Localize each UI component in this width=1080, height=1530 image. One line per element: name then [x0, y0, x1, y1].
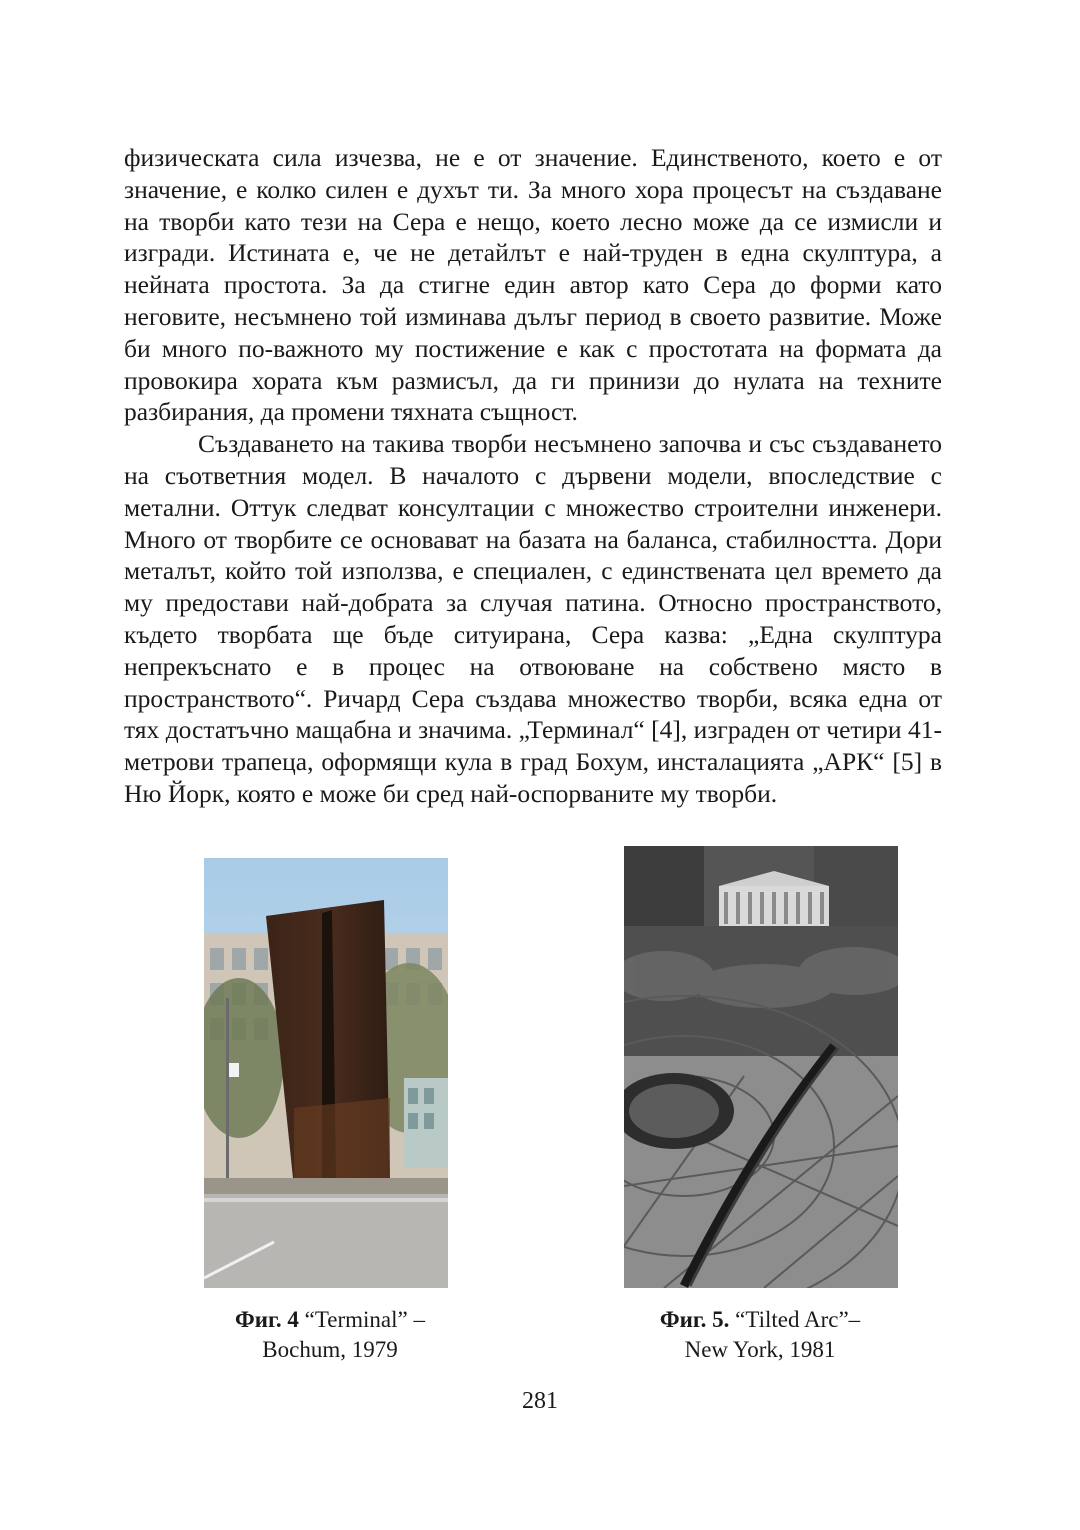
figure-label: Фиг. 4	[235, 1307, 299, 1332]
tilted-arc-photo	[624, 846, 898, 1288]
figure-title: “Tilted Arc”–	[729, 1307, 861, 1332]
figure-subtitle: Bochum, 1979	[262, 1337, 398, 1362]
figure-5-caption	[600, 1305, 920, 1365]
figure-label: Фиг. 5.	[659, 1307, 730, 1332]
paragraph: физическата сила изчезва, не е от значение. Единственото, което е от значение, е колко силен е духът ти. За много хора процесът на създаване на творби като тези на Сера е нещо, което лесно може да се измисли и изгради. Истината е, че не детайлът е най-труден в една скулптура, а нейната простота. За да стигне един автор като Сера до форми като неговите, несъмнено той изминава дълъг период в своето развитие. Може би много по-важното му постижение е как с простотата на формата да провокира хората към размисъл, да ги принизи до нулата на техните разбирания, да промени тяхната същност.	[124, 143, 942, 427]
body-text	[124, 142, 942, 810]
figure-title: “Terminal” –	[298, 1307, 425, 1332]
figure-4-caption	[180, 1305, 480, 1365]
page-number: 281	[522, 1388, 558, 1414]
paragraph: Създаването на такива творби несъмнено започва и със създаването на съответния модел. В началото с дървени модели, впоследствие с метални. Оттук следват консултации с множество строителни инженери. Много от творбите се основават на базата на баланса, стабилността. Дори металът, който той използва, е специален, с единствената цел времето да му предостави най-добрата за случая патина. Относно пространството, където творбата ще бъде ситуирана, Сера казва: „Една скулптура непрекъснато е в процес на отвоюване на собствено място в пространството“. Ричард Сера създава множество творби, всяка една от тях достатъчно мащабна и значима. „Терминал“ [4], изграден от четири 41-метрови трапеца, оформящи кула в град Бохум, инсталацията „АРК“ [5] в Ню Йорк, която е може би сред най-оспорваните му творби.	[124, 429, 942, 808]
terminal-sculpture-photo	[204, 858, 448, 1288]
figure-subtitle: New York, 1981	[684, 1337, 836, 1362]
